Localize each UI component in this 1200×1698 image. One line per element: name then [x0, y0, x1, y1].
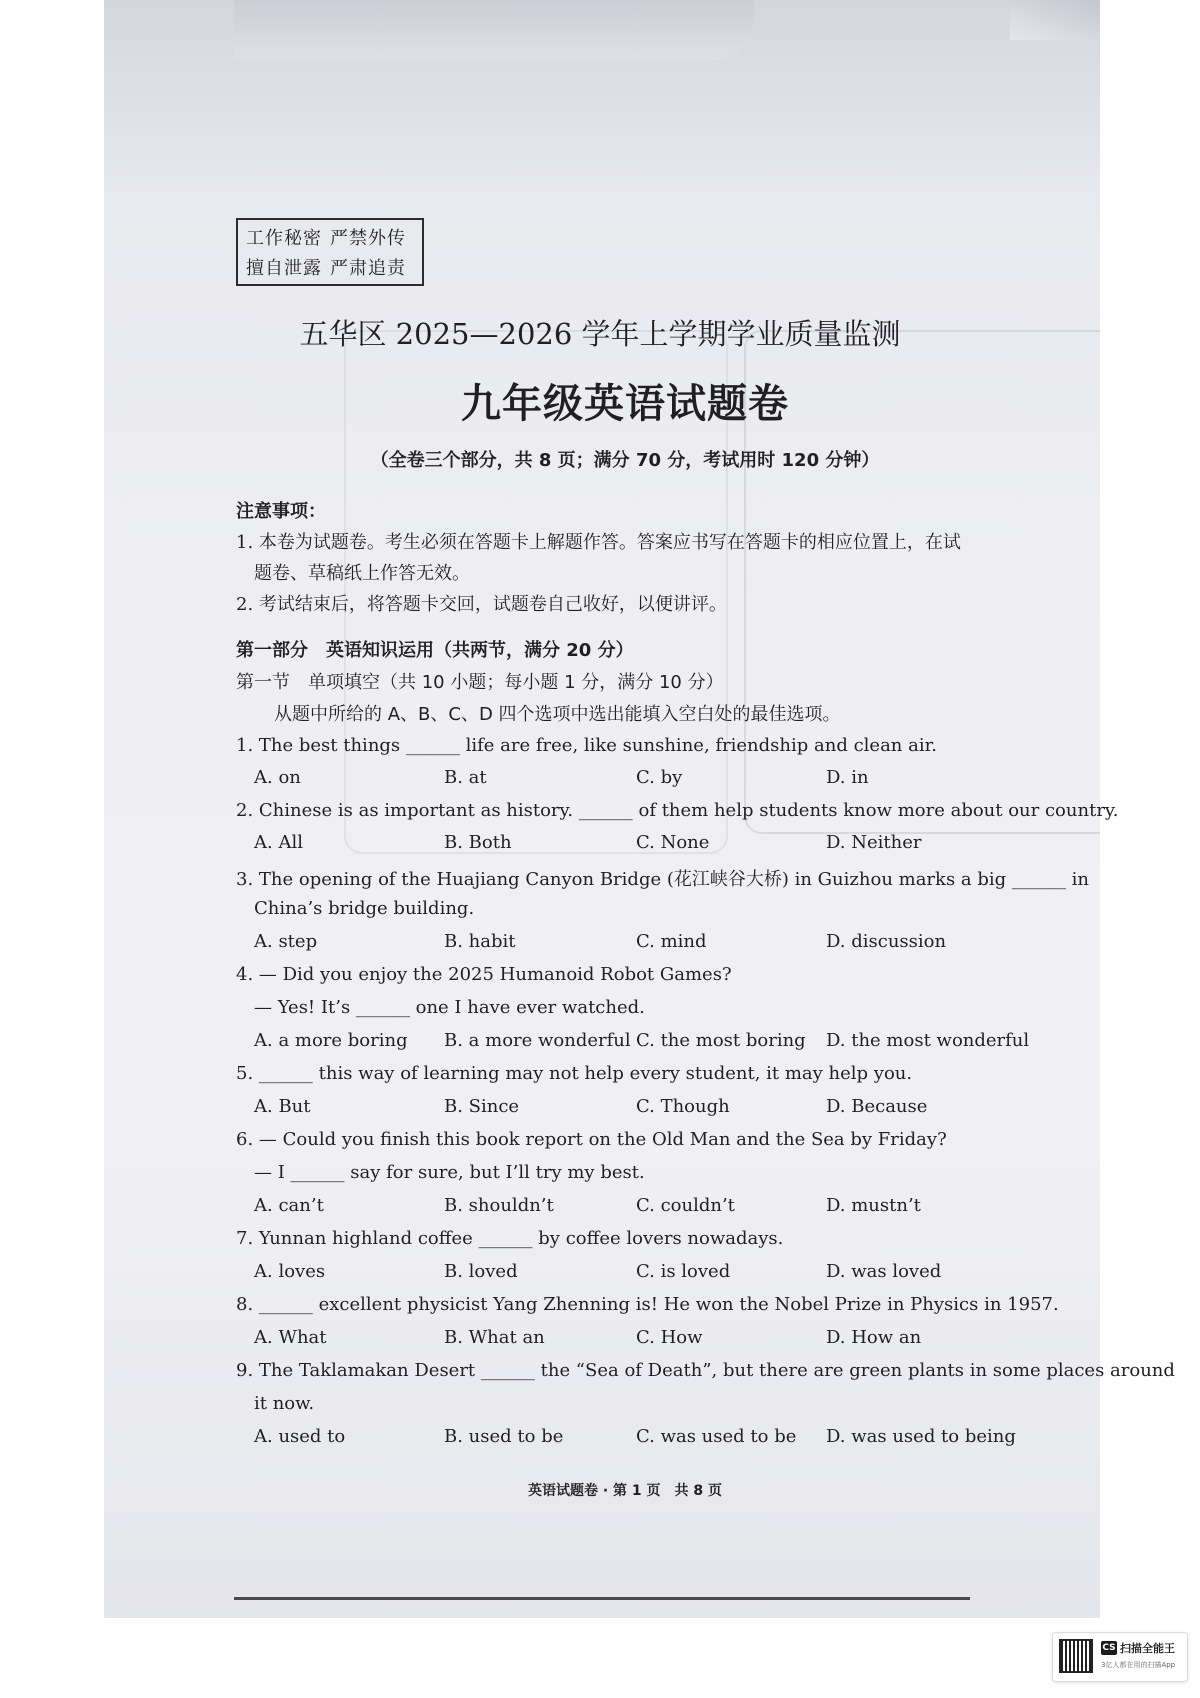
option-a: A. All	[254, 832, 303, 853]
stamp-text-tl: 工作秘密	[246, 228, 322, 249]
scanner-app-tagline: 3亿人都在用的扫描App	[1101, 1661, 1176, 1669]
option-c: C. by	[636, 767, 683, 788]
option-a: A. loves	[254, 1261, 326, 1282]
notice-item-1: 1. 本卷为试题卷。考生必须在答题卡上解题作答。答案应书写在答题卡的相应位置上，在试	[236, 532, 961, 553]
question-8: 8. ______ excellent physicist Yang Zhenning is! He won the Nobel Prize in Physics in 1957.	[236, 1294, 1059, 1315]
question-9: 9. The Taklamakan Desert ______ the “Sea of Death”, but there are green plants in some places around	[236, 1360, 1175, 1381]
paper-corner-shadow	[1010, 0, 1100, 40]
option-d: D. was used to being	[826, 1426, 1016, 1447]
option-c: C. None	[636, 832, 710, 853]
option-d: D. discussion	[826, 931, 947, 952]
section1-instruction: 从题中所给的 A、B、C、D 四个选项中选出能填入空白处的最佳选项。	[274, 704, 841, 725]
option-d: D. in	[826, 767, 869, 788]
option-a: A. step	[254, 931, 318, 952]
question-4-cont: — Yes! It’s ______ one I have ever watched.	[254, 997, 645, 1018]
option-c: C. How	[636, 1327, 703, 1348]
option-a: A. a more boring	[254, 1030, 408, 1051]
option-a: A. can’t	[254, 1195, 324, 1216]
option-b: B. a more wonderful	[444, 1030, 631, 1051]
exam-subtitle: 五华区 2025—2026 学年上学期学业质量监测	[299, 317, 901, 351]
stamp-text-bl: 擅自泄露	[246, 258, 322, 279]
camscanner-logo-icon: CS	[1102, 1643, 1116, 1653]
scanner-app-name: 扫描全能王	[1120, 1642, 1175, 1655]
option-b: B. Both	[444, 832, 512, 853]
option-b: B. loved	[444, 1261, 518, 1282]
option-b: B. habit	[444, 931, 516, 952]
bottom-rule	[234, 1597, 970, 1600]
option-a: A. But	[254, 1096, 311, 1117]
option-a: A. on	[254, 767, 301, 788]
option-d: D. was loved	[826, 1261, 942, 1282]
option-c: C. the most boring	[636, 1030, 806, 1051]
option-d: D. the most wonderful	[826, 1030, 1030, 1051]
confidential-stamp	[236, 218, 424, 286]
stamp-text-br: 严肃追责	[330, 258, 406, 279]
option-d: D. mustn’t	[826, 1195, 921, 1216]
option-b: B. used to be	[444, 1426, 564, 1447]
option-a: A. used to	[254, 1426, 346, 1447]
option-a: A. What	[254, 1327, 327, 1348]
question-6: 6. — Could you finish this book report on the Old Man and the Sea by Friday?	[236, 1129, 947, 1150]
part1-heading: 第一部分 英语知识运用（共两节，满分 20 分）	[236, 640, 634, 661]
option-c: C. couldn’t	[636, 1195, 735, 1216]
notice-item-2: 2. 考试结束后，将答题卡交回，试题卷自己收好，以便讲评。	[236, 594, 727, 615]
stamp-text-tr: 严禁外传	[330, 228, 406, 249]
scanner-app-badge[interactable]	[1052, 1632, 1188, 1682]
option-b: B. What an	[444, 1327, 545, 1348]
question-3: 3. The opening of the Huajiang Canyon Bridge (花江峡谷大桥) in Guizhou marks a big ______ in	[236, 869, 1089, 890]
paper-fold-shadow	[234, 0, 754, 60]
question-1: 1. The best things ______ life are free, like sunshine, friendship and clean air.	[236, 735, 937, 756]
question-4: 4. — Did you enjoy the 2025 Humanoid Robot Games?	[236, 964, 732, 985]
option-c: C. is loved	[636, 1261, 731, 1282]
question-5: 5. ______ this way of learning may not help every student, it may help you.	[236, 1063, 913, 1084]
page-footer: 英语试题卷 · 第 1 页 共 8 页	[527, 1483, 723, 1499]
question-2: 2. Chinese is as important as history. ______ of them help students know more about our country.	[236, 800, 1119, 821]
qr-code-icon	[1059, 1639, 1093, 1673]
notice-item-1-cont: 题卷、草稿纸上作答无效。	[254, 563, 470, 584]
option-b: B. shouldn’t	[444, 1195, 554, 1216]
question-7: 7. Yunnan highland coffee ______ by coffee lovers nowadays.	[236, 1228, 784, 1249]
question-9-cont: it now.	[254, 1393, 315, 1414]
option-d: D. How an	[826, 1327, 922, 1348]
option-d: D. Because	[826, 1096, 928, 1117]
question-3-cont: China’s bridge building.	[254, 898, 475, 919]
exam-info: （全卷三个部分，共 8 页；满分 70 分，考试用时 120 分钟）	[370, 450, 880, 471]
option-d: D. Neither	[826, 832, 922, 853]
question-6-cont: — I ______ say for sure, but I’ll try my best.	[254, 1162, 645, 1183]
section1-heading: 第一节 单项填空（共 10 小题；每小题 1 分，满分 10 分）	[236, 672, 724, 693]
option-c: C. Though	[636, 1096, 730, 1117]
notice-heading: 注意事项：	[236, 501, 326, 522]
option-b: B. at	[444, 767, 487, 788]
option-b: B. Since	[444, 1096, 520, 1117]
exam-title: 九年级英语试题卷	[461, 381, 789, 427]
option-c: C. was used to be	[636, 1426, 797, 1447]
option-c: C. mind	[636, 931, 707, 952]
